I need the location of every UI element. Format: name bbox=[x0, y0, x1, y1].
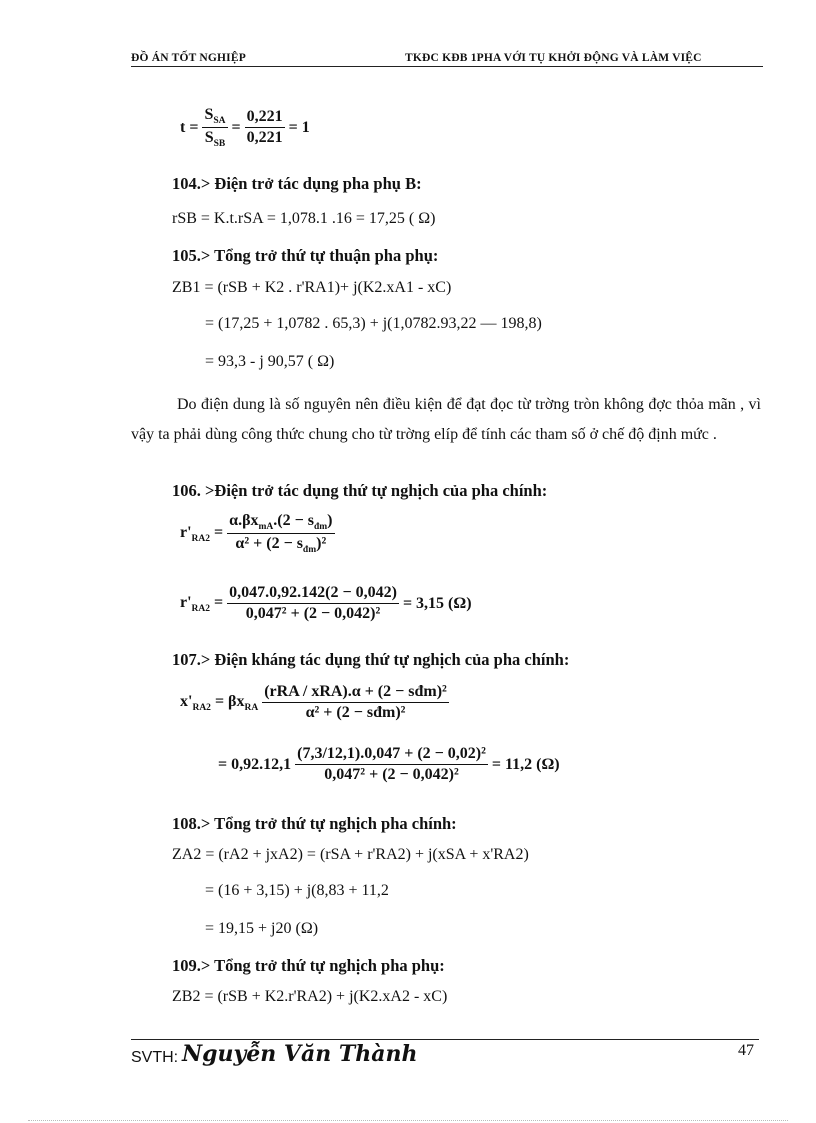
eq-t-den1-sub: SB bbox=[213, 139, 226, 149]
page-bottom-border bbox=[28, 1120, 788, 1121]
eq-107v-den: 0,047² + (2 − 0,042)² bbox=[324, 766, 459, 783]
fraction-107-values bbox=[295, 745, 488, 784]
equation-106-values: $r'_{RA2}$ = $\frac{0,047.0,92.142(2 - 0,042)}{\text{0,047² + (2 − 0,042)²}}$ = 3,15 (Ω) bbox=[180, 584, 472, 622]
eq-108-line3: = 19,15 + j20 (Ω) bbox=[205, 920, 319, 937]
eq-106v-lhs-sub: RA2 bbox=[191, 603, 211, 614]
eq-t-num1: S bbox=[204, 106, 214, 123]
eq-t-den2: 0,221 bbox=[246, 129, 283, 146]
heading-105: 105.> Tổng trở thứ tự thuận pha phụ: bbox=[172, 246, 439, 265]
heading-109: 109.> Tổng trở thứ tự nghịch pha phụ: bbox=[172, 956, 445, 975]
eq-106-num-tail: .(2 − s bbox=[273, 512, 314, 529]
eq-t-den1: S bbox=[204, 129, 214, 146]
equation-107-values bbox=[218, 745, 560, 784]
eq-106-num-end: ) bbox=[327, 512, 333, 529]
fraction-106-values bbox=[227, 584, 399, 623]
eq-107v-coef: = 0,92.12,1 bbox=[218, 755, 292, 773]
body-paragraph bbox=[131, 390, 761, 450]
eq-106-num-sub2: đm bbox=[313, 522, 328, 532]
eq-106-lhs: r' bbox=[180, 523, 192, 541]
eq-105-line1: ZB1 = (rSB + K2 . r'RA1)+ j(K2.xA1 - xC) bbox=[172, 279, 452, 296]
fraction-values bbox=[245, 108, 285, 147]
paragraph-text: Do điện dung là số nguyên nên điều kiện để đạt đọc từ trờng tròn không đợc thỏa mãn , vì vậy ta phải dùng công thức chung cho từ trờng elíp để tính các tham số ở chế độ định mức . bbox=[131, 396, 761, 443]
eq-106v-lhs: r' bbox=[180, 593, 192, 611]
equation-107-formula bbox=[180, 683, 453, 722]
eq-106v-result: = 3,15 (Ω) bbox=[402, 594, 472, 612]
header-right: TKĐC KĐB 1PHA VỚI TỤ KHỞI ĐỘNG VÀ LÀM VIỆC bbox=[405, 52, 702, 64]
heading-107: 107.> Điện kháng tác dụng thứ tự nghịch của pha chính: bbox=[172, 650, 570, 669]
eq-106-num: α.βx bbox=[229, 512, 259, 529]
heading-108: 108.> Tổng trở thứ tự nghịch pha chính: bbox=[172, 814, 457, 833]
eq-105-line2: = (17,25 + 1,0782 . 65,3) + j(1,0782.93,22 — 198,8) bbox=[205, 315, 542, 332]
eq-104-line1: rSB = K.t.rSA = 1,078.1 .16 = 17,25 ( Ω) bbox=[172, 210, 436, 227]
eq-t-num2: 0,221 bbox=[245, 108, 285, 128]
eq-107-den: α² + (2 − sđm)² bbox=[305, 704, 406, 721]
equation-t bbox=[180, 106, 310, 149]
eq-107-lhs-sub: RA2 bbox=[192, 702, 211, 713]
eq-106-lhs-sub: RA2 bbox=[191, 533, 211, 544]
eq-106-num-sub: mA bbox=[258, 522, 274, 532]
eq-108-line1: ZA2 = (rA2 + jxA2) = (rSA + r'RA2) + j(xSA + x'RA2) bbox=[172, 846, 529, 863]
fraction-106-formula bbox=[227, 512, 334, 555]
equation-106-formula: $r'_{RA2}$ = $\frac{\alpha.\beta x_{mA}.(2 - s_{đm})}{\alpha^2 + (2 - s_{đm})^2}$ bbox=[180, 512, 333, 555]
eq-107v-result: = 11,2 (Ω) bbox=[491, 755, 560, 773]
eq-105-line3: = 93,3 - j 90,57 ( Ω) bbox=[205, 353, 335, 370]
eq-107-lhs: x' bbox=[180, 692, 193, 710]
header-left: ĐỒ ÁN TỐT NGHIỆP bbox=[131, 52, 246, 64]
header-divider bbox=[131, 66, 763, 67]
eq-106-den-sub: đm bbox=[302, 545, 317, 555]
eq-107-coef: = βx bbox=[214, 692, 245, 710]
eq-106-den-end: )² bbox=[316, 535, 327, 552]
eq-106-den: α² + (2 − s bbox=[235, 535, 303, 552]
footer-svth-label: SVTH: bbox=[131, 1049, 179, 1066]
eq-t-lhs: t = bbox=[180, 118, 199, 136]
eq-109-line1: ZB2 = (rSB + K2.r'RA2) + j(K2.xA2 - xC) bbox=[172, 988, 448, 1005]
heading-106: 106. >Điện trở tác dụng thứ tự nghịch của pha chính: bbox=[172, 481, 548, 500]
eq-107-coef-sub: RA bbox=[244, 702, 259, 713]
heading-104: 104.> Điện trở tác dụng pha phụ B: bbox=[172, 174, 422, 193]
fraction-107-formula bbox=[262, 683, 449, 722]
fraction-ssa-ssb bbox=[202, 106, 227, 149]
eq-108-line2: = (16 + 3,15) + j(8,83 + 11,2 bbox=[205, 882, 389, 899]
eq-107-num: (rRA / xRA).α + (2 − sđm)² bbox=[262, 683, 449, 703]
eq-t-num1-sub: SA bbox=[213, 116, 226, 126]
eq-t-equals: = bbox=[231, 118, 241, 136]
eq-106v-num: 0,047.0,92.142(2 − 0,042) bbox=[227, 584, 399, 604]
eq-107v-num: (7,3/12,1).0,047 + (2 − 0,02)² bbox=[295, 745, 488, 765]
author-name: Nguyễn Văn Thành bbox=[182, 1041, 418, 1067]
footer-divider bbox=[131, 1039, 759, 1040]
eq-t-result: = 1 bbox=[288, 118, 310, 136]
page-number: 47 bbox=[738, 1042, 754, 1059]
eq-106v-den: 0,047² + (2 − 0,042)² bbox=[245, 605, 381, 622]
